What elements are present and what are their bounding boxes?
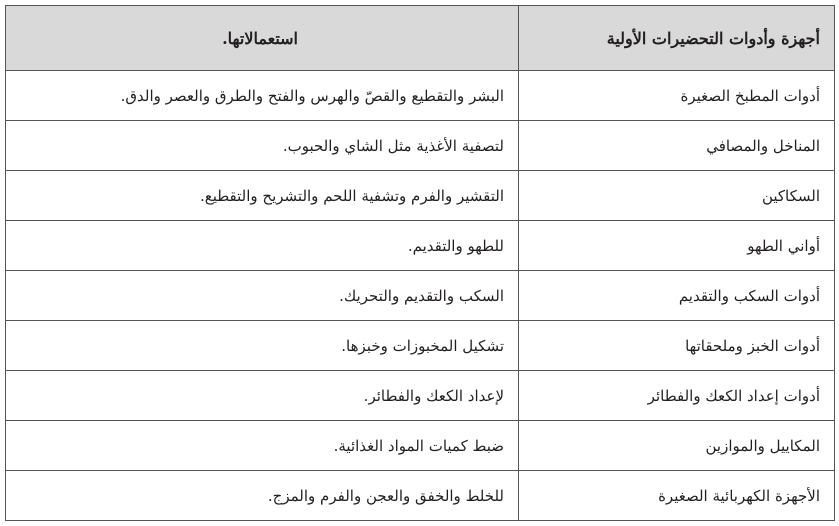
- table-row: [6, 221, 835, 271]
- tool-cell: أدوات الخبز وملحقاتها: [519, 321, 835, 371]
- use-cell: للطهو والتقديم.: [6, 221, 519, 271]
- use-cell: لتصفية الأغذية مثل الشاي والحبوب.: [6, 121, 519, 171]
- tool-cell: أواني الطهو: [519, 221, 835, 271]
- table-row: [6, 171, 835, 221]
- use-cell: التقشير والفرم وتشفية اللحم والتشريح والتقطيع.: [6, 171, 519, 221]
- tool-cell: أدوات المطبخ الصغيرة: [519, 71, 835, 121]
- tool-cell: أدوات إعداد الكعك والفطائر: [519, 371, 835, 421]
- use-cell: للخلط والخفق والعجن والفرم والمزج.: [6, 471, 519, 521]
- use-cell: ضبط كميات المواد الغذائية.: [6, 421, 519, 471]
- table-header: [6, 6, 835, 71]
- tool-cell: المكاييل والموازين: [519, 421, 835, 471]
- use-cell: تشكيل المخبوزات وخبزها.: [6, 321, 519, 371]
- tools-table-container: [5, 5, 834, 521]
- table-row: [6, 471, 835, 521]
- header-tools: أجهزة وأدوات التحضيرات الأولية: [519, 6, 835, 71]
- table-row: [6, 371, 835, 421]
- tool-cell: الأجهزة الكهربائية الصغيرة: [519, 471, 835, 521]
- table-row: [6, 71, 835, 121]
- header-row: [6, 6, 835, 71]
- kitchen-tools-table: [5, 5, 835, 521]
- tool-cell: أدوات السكب والتقديم: [519, 271, 835, 321]
- use-cell: لإعداد الكعك والفطائر.: [6, 371, 519, 421]
- use-cell: البشر والتقطيع والقصّ والهرس والفتح والطرق والعصر والدق.: [6, 71, 519, 121]
- table-row: [6, 121, 835, 171]
- table-row: [6, 421, 835, 471]
- header-uses: استعمالاتها.: [6, 6, 519, 71]
- tool-cell: المناخل والمصافي: [519, 121, 835, 171]
- use-cell: السكب والتقديم والتحريك.: [6, 271, 519, 321]
- table-row: [6, 271, 835, 321]
- table-body: [6, 71, 835, 521]
- table-row: [6, 321, 835, 371]
- tool-cell: السكاكين: [519, 171, 835, 221]
